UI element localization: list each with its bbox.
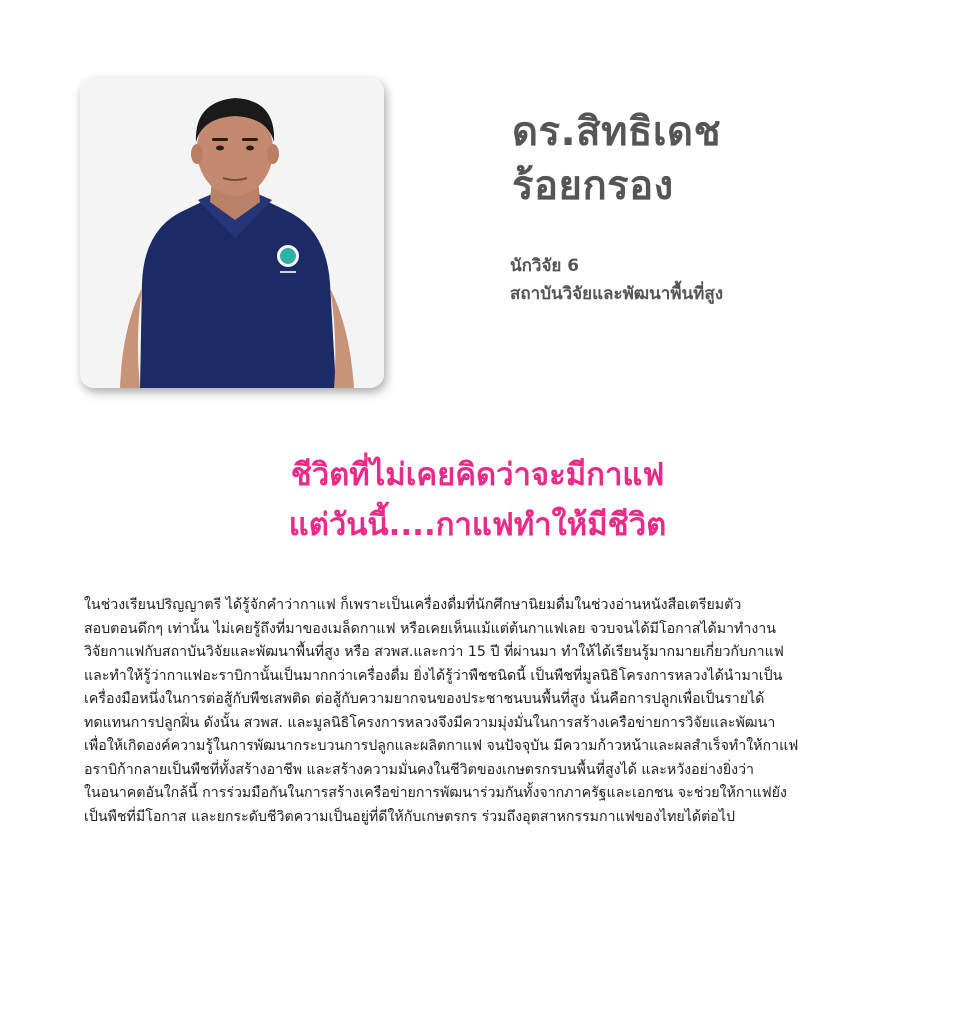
body-line: เป็นพืชที่มีโอกาส และยกระดับชีวิตความเป็นอยู่ที่ดีให้กับเกษตรกร ร่วมถึงอุตสาหกรรมกาแฟของไทยได้ต่อไป — [84, 808, 735, 825]
body-paragraph — [84, 594, 874, 829]
position-organization: สถาบันวิจัยและพัฒนาพื้นที่สูง — [510, 284, 724, 304]
body-line: และทำให้รู้ว่ากาแฟอะราบิกานั้นเป็นมากกว่าเครื่องดื่ม ยิ่งได้รู้ว่าพืชชนิดนี้ เป็นพืชที่มูลนิธิโครงการหลวงได้นำมาเป็น — [84, 667, 783, 684]
body-line: ในช่วงเรียนปริญญาตรี ได้รู้จักคำว่ากาแฟ ก็เพราะเป็นเครื่องดื่มที่นักศึกษานิยมดื่มในช่วงอ่านหนังสือเตรียมตัว — [84, 597, 742, 613]
name-line-2: ร้อยกรอง — [512, 163, 674, 209]
body-line: ทดแทนการปลูกฝิ่น ดังนั้น สวพส. และมูลนิธิโครงการหลวงจึงมีความมุ่งมั่นในการสร้างเครือข่ายการวิจัยและพัฒนา — [84, 714, 776, 731]
person-position — [510, 252, 930, 308]
body-line: เครื่องมือหนึ่งในการต่อสู้กับพืชเสพติด ต่อสู้กับความยากจนของประชาชนบนพื้นที่สูง นั่นคือการปลูกเพื่อเป็นรายได้ — [84, 691, 765, 707]
position-title: นักวิจัย 6 — [510, 256, 580, 276]
portrait-illustration — [80, 78, 384, 388]
body-line: ในอนาคตอันใกล้นี้ การร่วมมือกันในการสร้างเครือข่ายการพัฒนาร่วมกันทั้งจากภาครัฐและเอกชน จะช่วยให้กาแฟยัง — [84, 785, 787, 801]
body-line: วิจัยกาแฟกับสถาบันวิจัยและพัฒนาพื้นที่สูง หรือ สวพส.และกว่า 15 ปี ที่ผ่านมา ทำให้ได้เรียนรู้มากมายเกี่ยวกับกาแฟ — [84, 644, 784, 660]
person-name — [512, 105, 932, 213]
body-line: สอบตอนดึกๆ เท่านั้น ไม่เคยรู้ถึงที่มาของเมล็ดกาแฟ หรือเคยเห็นแม้แต่ต้นกาแฟเลย จวบจนได้มีโอกาสได้มาทำงาน — [84, 620, 776, 637]
headline-line-1: ชีวิตที่ไม่เคยคิดว่าจะมีกาแฟ — [290, 457, 665, 493]
headline-line-2: แต่วันนี้....กาแฟทำให้มีชีวิต — [288, 507, 667, 543]
body-line: เพื่อให้เกิดองค์ความรู้ในการพัฒนากระบวนการปลูกและผลิตกาแฟ จนปัจจุบัน มีความก้าวหน้าและผลสำเร็จทำให้กาแฟ — [84, 738, 799, 754]
portrait-photo — [80, 78, 384, 388]
name-line-1: ดร.สิทธิเดช — [512, 109, 722, 155]
body-line: อราบิก้ากลายเป็นพืชที่ทั้งสร้างอาชีพ และสร้างความมั่นคงในชีวิตของเกษตรกรบนพื้นที่สูงได้ และหวังอย่างยิ่งว่า — [84, 761, 755, 778]
headline — [0, 450, 955, 550]
